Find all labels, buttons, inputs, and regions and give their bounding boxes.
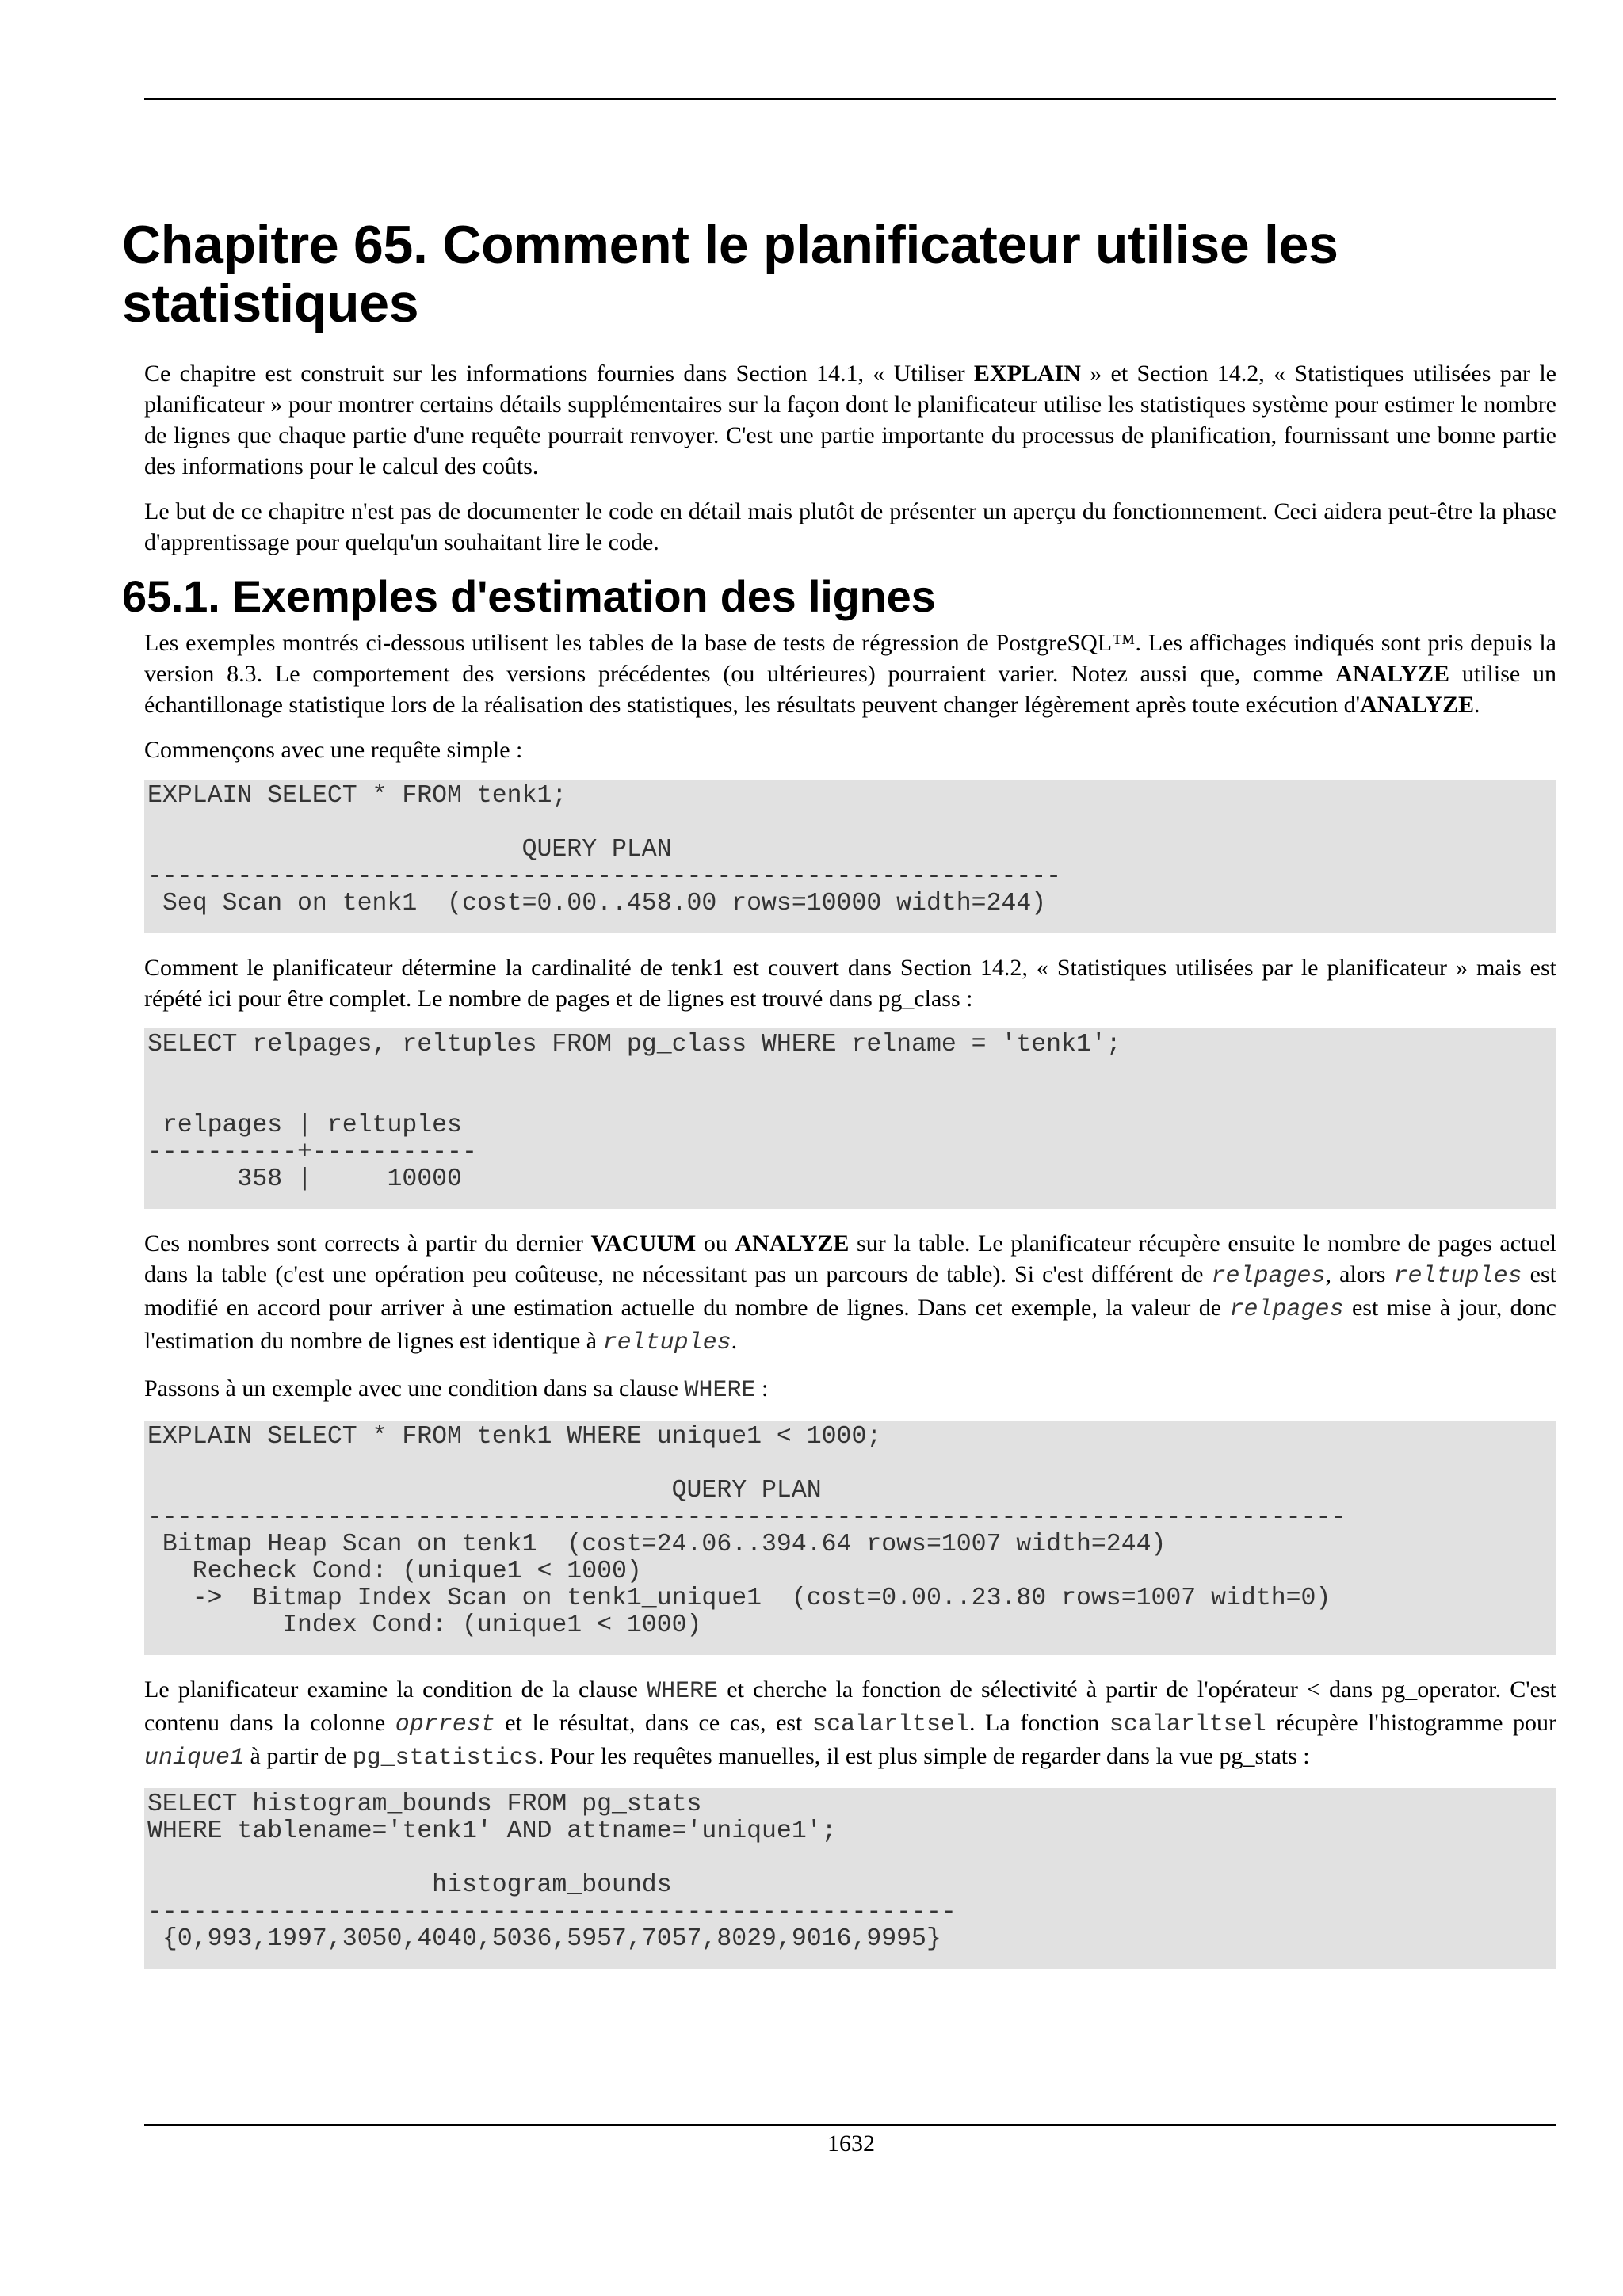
text-run: et cherche la fonction de sélectivité à partir de l'opérateur < dans pg_operator. C'est contenu dans la colonne [144,1676,1557,1736]
field-reltuples: reltuples [1393,1263,1522,1290]
section-body [144,627,1556,1969]
literal-where: WHERE [684,1377,756,1404]
text-run: Ce chapitre est construit sur les informations fournies dans Section 14.1, « Utiliser [144,360,974,387]
section-paragraph-4 [144,1228,1556,1359]
section-paragraph-3: Comment le planificateur détermine la cardinalité de tenk1 est couvert dans Section 14.2, « Statistiques utilisées par le planificateur » mais est répété ici pour être complet. Le nombre de pages et de lignes est trouvé dans pg_class : [144,955,1556,1012]
section-paragraph-1 [144,627,1556,720]
text-run: ou [696,1230,735,1257]
text-run: » et Section 14.2, « Statistiques utilisées par le planificateur » pour montrer certains détails supplémentaires sur la façon dont le planificateur utilise les statistiques système pour estimer le nombre de lignes que chaque partie d'une requête pourrait renvoyer. C'est une partie importante du processus de planification, fournissant une bonne partie des informations pour le calcul des coûts. [144,360,1556,479]
field-relpages: relpages [1211,1263,1326,1290]
field-relpages: relpages [1229,1296,1344,1323]
text-run: : [755,1375,769,1402]
code-block-pg-stats: SELECT histogram_bounds FROM pg_stats WHERE tablename='tenk1' AND attname='unique1'; histogram_bounds ------------------------------------------------------ {0,993,1997,3050,4040,5036,5957,7057,8029,9016,9995} [144,1788,1556,1969]
intro-paragraph-1 [144,358,1556,482]
footer-rule [144,2124,1556,2126]
text-run: . [1474,692,1480,718]
command-analyze: ANALYZE [1335,661,1450,687]
field-unique1: unique1 [144,1745,245,1772]
text-run: . La fonction [968,1710,1109,1736]
code-block-explain-tenk1: EXPLAIN SELECT * FROM tenk1; QUERY PLAN ------------------------------------------------------------- Seq Scan on tenk1 (cost=0.00..458.00 rows=10000 width=244) [144,780,1556,933]
section-paragraph-5 [144,1373,1556,1406]
code-block-pg-class: SELECT relpages, reltuples FROM pg_class WHERE relname = 'tenk1'; relpages | reltuples ----------+----------- 358 | 10000 [144,1028,1556,1209]
chapter-title: Chapitre 65. Comment le planificateur utilise les statistiques [122,215,1338,334]
text-run: . Pour les requêtes manuelles, il est plus simple de regarder dans la vue pg_stats : [537,1743,1310,1769]
page-number: 1632 [827,2130,875,2157]
literal-scalarltsel: scalarltsel [1109,1711,1266,1738]
text-run: Le planificateur examine la condition de la clause [144,1676,647,1703]
command-analyze: ANALYZE [1360,692,1475,718]
text-run: sur la table. Le planificateur récupère ensuite le nombre de pages actuel dans la table (c'est une opération peu coûteuse, ne nécessitant pas un parcours de table). Si c'est différent de [144,1230,1556,1287]
literal-pg-statistics: pg_statistics [352,1745,538,1772]
code-block-explain-where: EXPLAIN SELECT * FROM tenk1 WHERE unique1 < 1000; QUERY PLAN -------------------------------------------------------------------------------- Bitmap Heap Scan on tenk1 (cost=24.06..394.64 rows=1007 width=244) Recheck Cond: (unique1 < 1000) -> Bitmap Index Scan on tenk1_unique1 (cost=0.00..23.80 rows=1007 width=0) Index Cond: (unique1 < 1000) [144,1421,1556,1655]
literal-where: WHERE [647,1678,719,1705]
text-run: est mise à jour, donc l'estimation du nombre de lignes est identique à [144,1295,1556,1354]
field-oprrest: oprrest [395,1711,495,1738]
text-run: et le résultat, dans ce cas, est [495,1710,812,1736]
intro-paragraph-2: Le but de ce chapitre n'est pas de documenter le code en détail mais plutôt de présenter un aperçu du fonctionnement. Ceci aidera peut-être la phase d'apprentissage pour quelqu'un souhaitant lire le code. [144,498,1556,555]
section-paragraph-2: Commençons avec une requête simple : [144,737,523,763]
header-rule [144,98,1556,100]
text-run: Ces nombres sont corrects à partir du dernier [144,1230,591,1257]
text-run: est modifié en accord pour arriver à une estimation actuelle du nombre de lignes. Dans cet exemple, la valeur de [144,1261,1556,1321]
text-run: Passons à un exemple avec une condition dans sa clause [144,1375,685,1402]
command-vacuum: VACUUM [590,1230,697,1257]
command-explain: EXPLAIN [973,360,1081,387]
section-paragraph-6 [144,1674,1556,1774]
page-content [122,215,1556,1988]
text-run: récupère l'histogramme pour [1266,1710,1556,1736]
text-run: , alors [1325,1261,1394,1287]
section-title: 65.1. Exemples d'estimation des lignes [122,571,936,621]
text-run: à partir de [244,1743,353,1769]
chapter-intro [144,358,1556,558]
text-run: utilise un échantillonage statistique lors de la réalisation des statistiques, les résultats peuvent changer légèrement après toute exécution d' [144,661,1556,718]
command-analyze: ANALYZE [735,1230,850,1257]
literal-scalarltsel: scalarltsel [812,1711,969,1738]
field-reltuples: reltuples [602,1329,731,1356]
text-run: Les exemples montrés ci-dessous utilisent les tables de la base de tests de régression de PostgreSQL™. Les affichages indiqués sont pris depuis la version 8.3. Le comportement des versions précédentes (ou ultérieures) pourraient varier. Notez aussi que, comme [144,630,1556,687]
text-run: . [731,1328,738,1354]
